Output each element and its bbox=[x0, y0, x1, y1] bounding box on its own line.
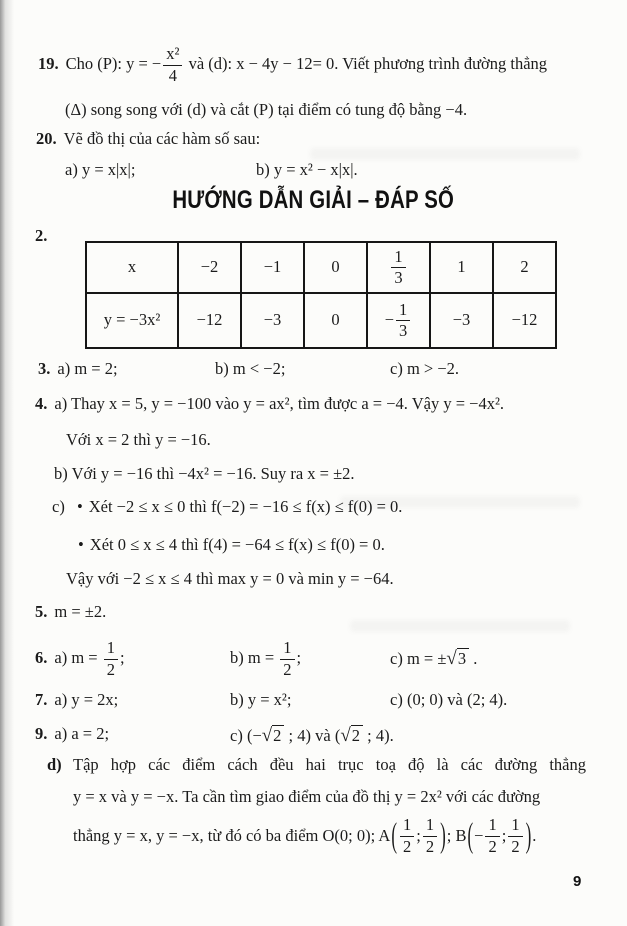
problem-19-line1 bbox=[38, 46, 547, 84]
solution-5-number: 5. bbox=[35, 602, 48, 621]
solution-6b-pre: b) m = bbox=[230, 647, 279, 667]
sqrt-2 bbox=[340, 726, 363, 745]
table-cell: 0 bbox=[304, 293, 367, 348]
solution-7a bbox=[35, 690, 118, 711]
solution-7c: c) (0; 0) và (2; 4). bbox=[390, 690, 508, 709]
fraction-1-over-3 bbox=[391, 246, 405, 287]
table-cell-y-label: y = −3x² bbox=[86, 293, 178, 348]
point-b-sign: − bbox=[474, 825, 484, 845]
close-paren: ) bbox=[525, 816, 532, 856]
fraction-numerator: 1 bbox=[488, 815, 497, 834]
table-row-y bbox=[86, 293, 556, 348]
fraction-denominator: 2 bbox=[485, 836, 499, 856]
table-cell: 1 bbox=[430, 242, 493, 293]
table-cell: −12 bbox=[178, 293, 241, 348]
radicand: 2 bbox=[351, 725, 363, 745]
solution-4a-line2: Với x = 2 thì y = −16. bbox=[66, 430, 211, 449]
solution-4b: b) Với y = −16 thì −4x² = −16. Suy ra x = ±2. bbox=[54, 464, 355, 483]
bullet-icon: • bbox=[76, 497, 83, 516]
table-cell-fraction bbox=[367, 242, 430, 293]
point-a-separator: ; bbox=[416, 825, 421, 845]
fraction-denominator: 2 bbox=[280, 659, 294, 679]
solution-9-number: 9. bbox=[35, 724, 48, 743]
fraction-1-over-2 bbox=[423, 817, 437, 855]
fraction-1-over-3 bbox=[396, 299, 410, 340]
bleed-through-artifact bbox=[350, 620, 570, 632]
fraction-sign: − bbox=[384, 309, 395, 329]
open-paren: ( bbox=[391, 816, 397, 856]
table-cell: −3 bbox=[430, 293, 493, 348]
solution-3b: b) m < −2; bbox=[215, 359, 286, 378]
fraction-1-over-2 bbox=[508, 817, 522, 855]
fraction-denominator: 4 bbox=[163, 65, 182, 85]
section-heading-text: HƯỚNG DẪN GIẢI – ĐÁP SỐ bbox=[172, 186, 455, 214]
solution-7a-text: a) y = 2x; bbox=[54, 690, 119, 709]
solution-9a-text: a) a = 2; bbox=[54, 724, 110, 743]
solution-6a-post: ; bbox=[119, 647, 125, 667]
table-cell: 0 bbox=[304, 242, 367, 293]
problem-20a: a) y = x|x|; bbox=[65, 160, 136, 179]
problem-19-text-post: và (d): x − 4y − 12= 0. Viết phương trình đường thẳng bbox=[184, 53, 548, 73]
solution-6c bbox=[390, 647, 477, 671]
sqrt-3 bbox=[446, 649, 469, 668]
sqrt-2 bbox=[262, 726, 285, 745]
fraction-numerator: 1 bbox=[399, 299, 408, 319]
bullet-icon: • bbox=[78, 535, 84, 554]
fraction-numerator: x² bbox=[166, 44, 180, 63]
fraction-denominator: 3 bbox=[396, 320, 410, 340]
solution-4c-label: c) bbox=[52, 497, 65, 516]
solution-3-number: 3. bbox=[38, 359, 51, 378]
radical-icon: √ bbox=[340, 725, 351, 746]
table-cell: −3 bbox=[241, 293, 304, 348]
radical-icon: √ bbox=[446, 648, 457, 669]
fraction-denominator: 2 bbox=[423, 836, 437, 856]
point-b-separator: ; bbox=[501, 825, 507, 845]
values-table bbox=[85, 241, 557, 349]
table-cell-fraction bbox=[367, 293, 430, 348]
radicand: 3 bbox=[457, 648, 469, 668]
page-binding-shadow bbox=[0, 0, 14, 926]
fraction-denominator: 2 bbox=[104, 659, 118, 679]
solution-4c1-text: Xét −2 ≤ x ≤ 0 thì f(−2) = −16 ≤ f(x) ≤ f(0) = 0. bbox=[88, 497, 403, 516]
solution-9c-post: ; 4). bbox=[363, 726, 394, 745]
open-paren: ( bbox=[467, 816, 474, 856]
solution-4c-line1 bbox=[52, 497, 402, 518]
solution-3c: c) m > −2. bbox=[390, 359, 460, 378]
fraction-1-over-2 bbox=[485, 817, 499, 855]
solution-6c-pre: c) m = ± bbox=[390, 649, 447, 668]
fraction-numerator: 1 bbox=[283, 638, 292, 657]
solution-9a bbox=[35, 724, 109, 745]
solution-6-number: 6. bbox=[35, 647, 48, 667]
page-number: 9 bbox=[573, 873, 582, 890]
solution-4a bbox=[35, 394, 504, 415]
radicand: 2 bbox=[272, 725, 284, 745]
solution-d-end: . bbox=[532, 825, 537, 845]
solution-3a-text: a) m = 2; bbox=[57, 359, 118, 378]
solution-4c-conclusion: Vậy với −2 ≤ x ≤ 4 thì max y = 0 và min y = −64. bbox=[66, 569, 394, 588]
table-cell: −1 bbox=[241, 242, 304, 293]
radical-icon: √ bbox=[261, 725, 273, 746]
solution-9c-pre: c) (− bbox=[230, 726, 262, 745]
close-paren: ) bbox=[440, 816, 446, 856]
problem-20b: b) y = x² − x|x|. bbox=[256, 160, 358, 179]
solution-d-line3-pre: thẳng y = x, y = −x, từ đó có ba điểm O(0; 0); A bbox=[73, 825, 391, 845]
fraction-numerator: 1 bbox=[425, 815, 435, 834]
solution-d-line1: Tập hợp các điểm cách đều hai trục toạ độ là các đường thẳng bbox=[73, 755, 586, 774]
fraction-numerator: 1 bbox=[511, 815, 520, 834]
fraction-1-over-2 bbox=[280, 640, 294, 678]
solution-2-table-wrap bbox=[85, 241, 557, 349]
solution-6b-post: ; bbox=[296, 647, 302, 667]
table-cell: 2 bbox=[493, 242, 556, 293]
solution-d-line3 bbox=[73, 812, 536, 860]
fraction-denominator: 2 bbox=[508, 836, 522, 856]
solution-4c-line2 bbox=[78, 535, 385, 556]
fraction-1-over-2 bbox=[104, 640, 118, 678]
fraction-denominator: 3 bbox=[391, 267, 405, 287]
solution-5-text: m = ±2. bbox=[54, 602, 107, 621]
solution-5 bbox=[35, 602, 106, 623]
problem-20-number: 20. bbox=[36, 129, 57, 148]
solution-d-between: ; B bbox=[446, 825, 467, 845]
fraction-denominator: 2 bbox=[400, 836, 414, 856]
solution-d-line2: y = x và y = −x. Ta cần tìm giao điểm của đồ thị y = 2x² với các đường bbox=[73, 787, 541, 806]
fraction-numerator: 1 bbox=[394, 246, 403, 266]
fraction-1-over-2 bbox=[400, 817, 414, 855]
solution-4a-text: a) Thay x = 5, y = −100 vào y = ax², tìm được a = −4. Vậy y = −4x². bbox=[54, 394, 505, 413]
solution-7b: b) y = x²; bbox=[230, 690, 292, 709]
fraction-numerator: 1 bbox=[106, 638, 115, 657]
bleed-through-artifact bbox=[310, 148, 580, 160]
solution-6a bbox=[35, 640, 125, 678]
problem-20 bbox=[36, 129, 260, 150]
solution-7-number: 7. bbox=[35, 690, 48, 709]
table-cell: −2 bbox=[178, 242, 241, 293]
table-row-x bbox=[86, 242, 556, 293]
fraction-numerator: 1 bbox=[403, 815, 412, 834]
table-cell: −12 bbox=[493, 293, 556, 348]
problem-19-line2: (Δ) song song với (d) và cắt (P) tại điểm có tung độ bằng −4. bbox=[65, 100, 468, 119]
solution-6c-post: . bbox=[469, 649, 478, 668]
solution-d-label: d) bbox=[47, 755, 62, 774]
problem-19-number: 19. bbox=[38, 53, 59, 73]
section-heading bbox=[0, 188, 627, 214]
solution-9c-mid: ; 4) và ( bbox=[284, 726, 341, 745]
solution-6a-pre: a) m = bbox=[54, 647, 102, 667]
solution-9c bbox=[230, 724, 394, 748]
solution-4c2-text: Xét 0 ≤ x ≤ 4 thì f(4) = −64 ≤ f(x) ≤ f(0) = 0. bbox=[89, 535, 385, 554]
solution-2-number: 2. bbox=[35, 226, 48, 245]
solution-4-number: 4. bbox=[35, 394, 48, 413]
problem-19-text-pre: Cho (P): y = − bbox=[65, 53, 162, 73]
table-cell-x-label: x bbox=[86, 242, 178, 293]
fraction-x2-over-4 bbox=[163, 46, 182, 84]
problem-20-text: Vẽ đồ thị của các hàm số sau: bbox=[63, 129, 261, 148]
solution-3a bbox=[38, 359, 118, 380]
solution-6b bbox=[230, 640, 301, 678]
